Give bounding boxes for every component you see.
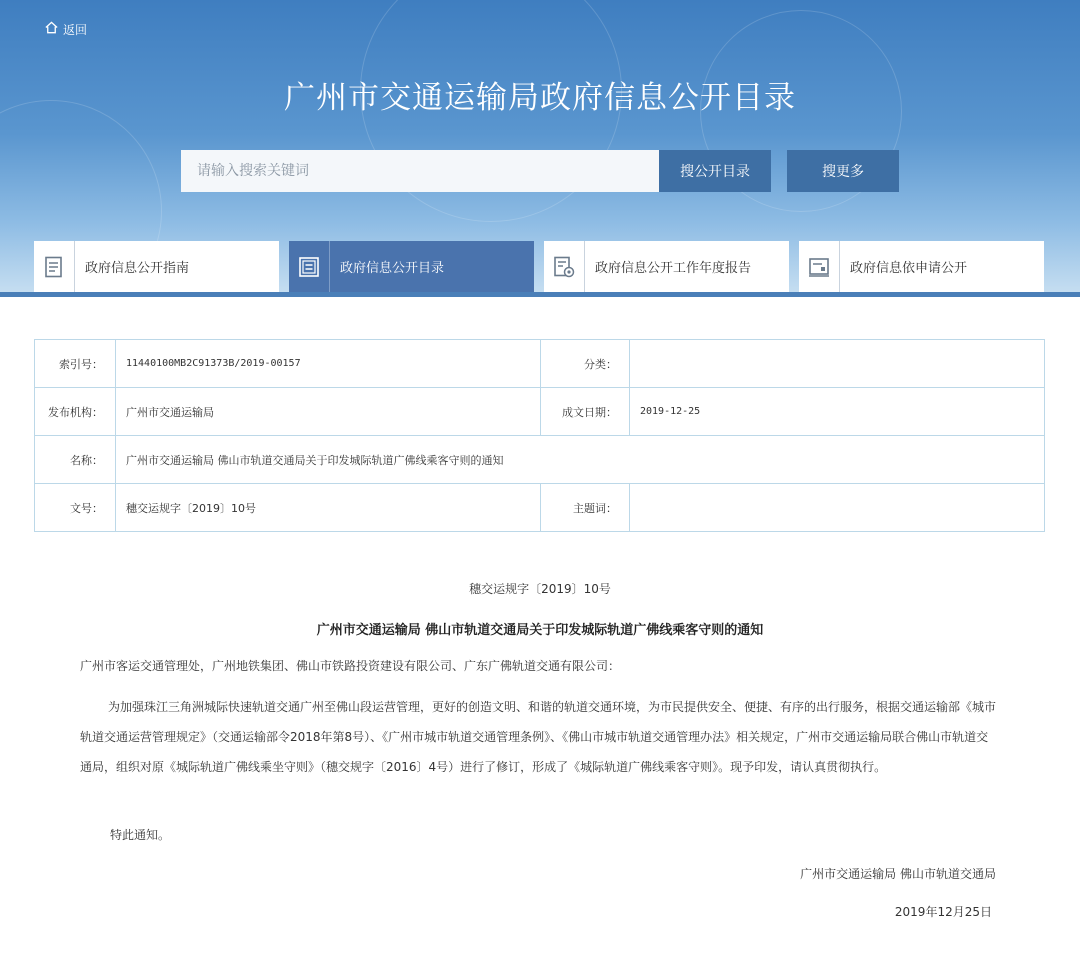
tab-label: 政府信息公开工作年度报告 [595, 261, 752, 276]
table-row [35, 340, 1045, 388]
category-value [630, 340, 1045, 388]
document-body: 为加强珠江三角洲城际快速轨道交通广州至佛山段运营管理，更好的创造文明、和谐的轨道交通环境，为市民提供安全、便捷、有序的出行服务，根据交通运输部《城市轨道交通运营管理规定》（交通运输部令2018年第8号）、《广州市城市轨道交通管理条例》、《佛山市城市轨道交通管理办法》相关规定，广州市交通运输局联合佛山市轨道交通局，组织对原《城际轨道广佛线乘坐守则》（穗交规字〔2016〕4号）进行了修订，形成了《城际轨道广佛线乘客守则》。现予印发，请认真贯彻执行。 [80, 700, 997, 774]
index-label: 索引号： [35, 340, 116, 388]
name-value: 广州市交通运输局 佛山市轨道交通局关于印发城际轨道广佛线乘客守则的通知 [116, 436, 1045, 484]
document-salutation: 广州市客运交通管理处，广州地铁集团、佛山市铁路投资建设有限公司、广东广佛轨道交通有限公司： [80, 659, 621, 673]
back-link[interactable] [44, 20, 87, 38]
publisher-label: 发布机构： [35, 388, 116, 436]
document-title: 广州市交通运输局 佛山市轨道交通局关于印发城际轨道广佛线乘客守则的通知 [316, 623, 764, 638]
date-label: 成文日期： [541, 388, 630, 436]
page-title: 广州市交通运输局政府信息公开目录 [284, 80, 796, 116]
catalog-icon [289, 241, 330, 292]
keywords-value [630, 484, 1045, 532]
docno-value: 穗交运规字〔2019〕10号 [116, 484, 541, 532]
tab-disclosure-guide[interactable] [34, 241, 279, 292]
document-list-icon [34, 241, 75, 292]
table-row [35, 484, 1045, 532]
table-row [35, 388, 1045, 436]
tab-label: 政府信息公开目录 [340, 261, 445, 276]
docno-label: 文号： [35, 484, 116, 532]
header-banner [0, 0, 1080, 297]
document-signers: 广州市交通运输局 佛山市轨道交通局 [800, 867, 996, 881]
search-catalog-button[interactable]: 搜公开目录 [659, 150, 771, 192]
document-number: 穗交运规字〔2019〕10号 [469, 582, 611, 596]
tab-annual-report[interactable] [544, 241, 789, 292]
report-icon [544, 241, 585, 292]
search-more-button[interactable]: 搜更多 [787, 150, 899, 192]
tab-label: 政府信息公开指南 [85, 261, 190, 276]
back-label: 返回 [63, 22, 88, 37]
index-value: 11440100MB2C91373B/2019-00157 [116, 340, 541, 388]
name-label: 名称： [35, 436, 116, 484]
document-info-table [34, 339, 1045, 532]
tab-apply-disclosure[interactable] [799, 241, 1044, 292]
tab-disclosure-catalog[interactable] [289, 241, 534, 292]
banner-bottom-bar [0, 292, 1080, 297]
tab-label: 政府信息依申请公开 [850, 261, 968, 276]
home-icon [44, 20, 59, 38]
date-value: 2019-12-25 [630, 388, 1045, 436]
table-row [35, 436, 1045, 484]
application-icon [799, 241, 840, 292]
keywords-label: 主题词： [541, 484, 630, 532]
document-closing: 特此通知。 [110, 828, 171, 842]
category-label: 分类： [541, 340, 630, 388]
document-date: 2019年12月25日 [894, 905, 992, 919]
search-input[interactable] [181, 150, 659, 192]
publisher-value: 广州市交通运输局 [116, 388, 541, 436]
